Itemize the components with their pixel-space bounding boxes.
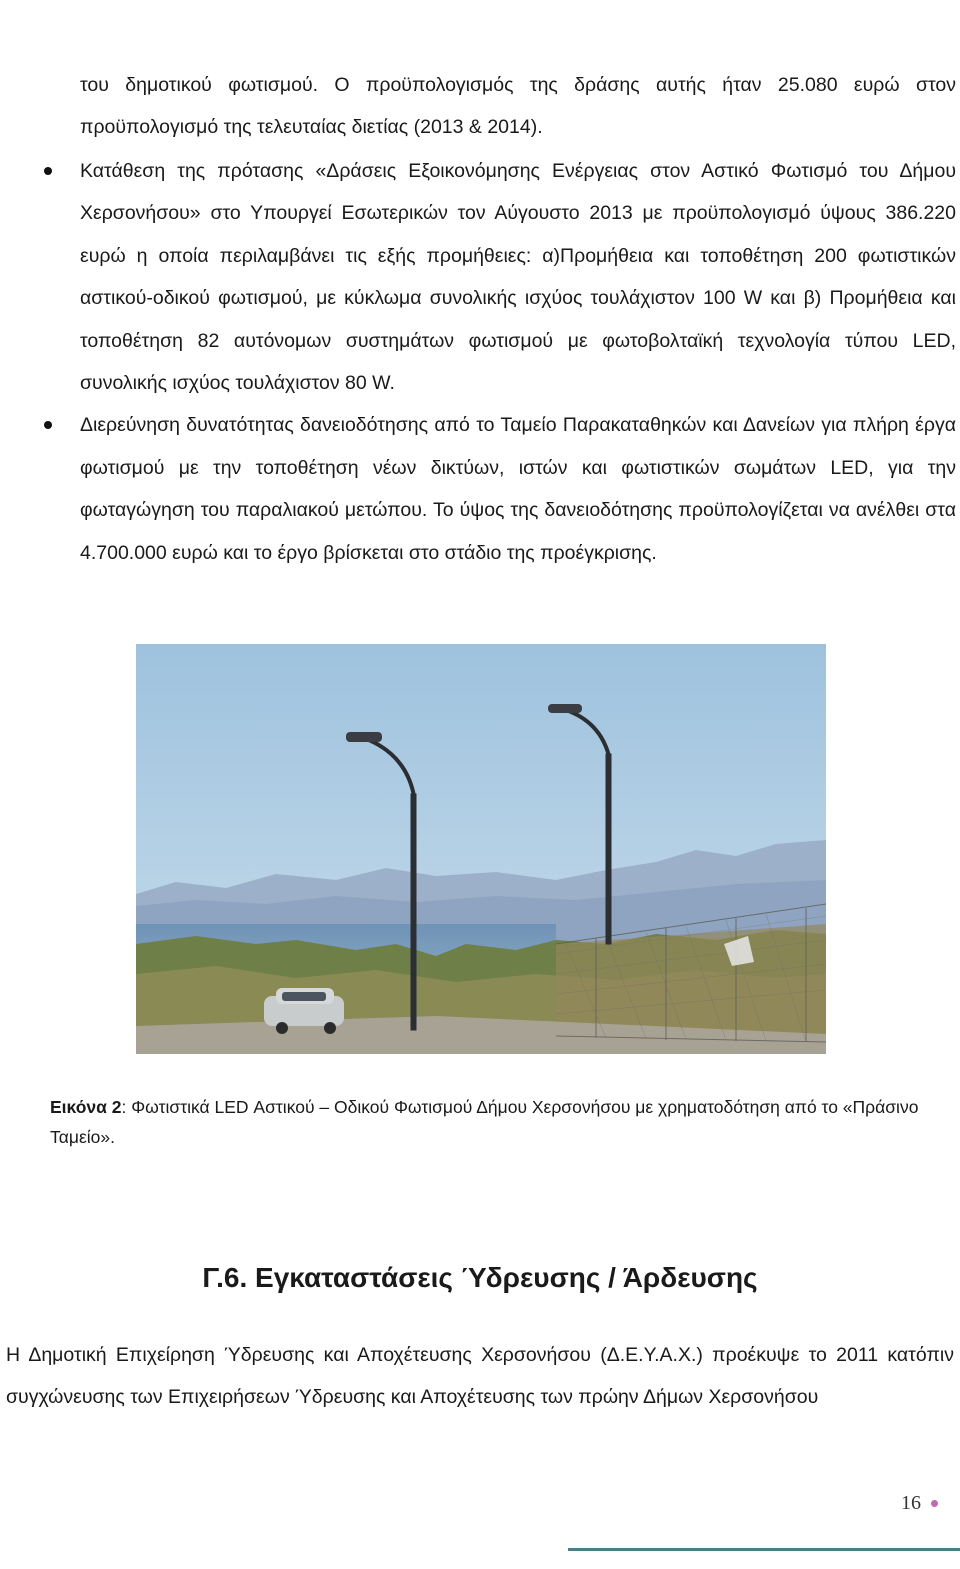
page-number xyxy=(901,1492,938,1515)
list-item xyxy=(0,150,956,404)
paragraph-intro: του δημοτικού φωτισμού. Ο προϋπολογισμός της δράσης αυτής ήταν 25.080 ευρώ στον προϋπολογισμό της τελευταίας διετίας (2013 & 2014). xyxy=(80,74,956,139)
page-number-text: 16 xyxy=(901,1492,921,1514)
caption-text: : Φωτιστικά LED Αστικού – Οδικού Φωτισμού Δήμου Χερσονήσου με χρηματοδότηση από το «Πράσινο Ταμείο». xyxy=(50,1097,919,1147)
bullet-text: Κατάθεση της πρότασης «Δράσεις Εξοικονόμησης Ενέργειας στον Αστικό Φωτισμό του Δήμου Χερσονήσου» στο Υπουργεί Εσωτερικών τον Αύγουστο 2013 με προϋπολογισμό ύψους 386.220 ευρώ η οποία περιλαμβάνει τις εξής προμήθειες: α)Προμήθεια και τοποθέτηση 200 φωτιστικών αστικού-οδικού φωτισμού, με κύκλωμα συνολικής ισχύος τουλάχιστον 100 W και β) Προμήθεια και τοποθέτηση 82 αυτόνομων συστημάτων φωτισμού με φωτοβολταϊκή τεχνολογία τύπου LED, συνολικής ισχύος τουλάχιστον 80 W. xyxy=(80,160,956,395)
bullet-icon xyxy=(44,167,52,175)
caption-label: Εικόνα 2 xyxy=(50,1097,122,1117)
list-item xyxy=(0,404,956,574)
paragraph-water-utility: Η Δημοτική Επιχείρηση Ύδρευσης και Αποχέτευσης Χερσονήσου (Δ.Ε.Υ.Α.Χ.) προέκυψε το 2011 κατόπιν συγχώνευσης των Επιχειρήσεων Ύδρευσης και Αποχέτευσης των πρώην Δήμων Χερσονήσου xyxy=(6,1344,954,1409)
page-dot-icon xyxy=(931,1500,938,1507)
bullet-icon xyxy=(44,421,52,429)
section-heading: Γ.6. Εγκαταστάσεις Ύδρευσης / Άρδευσης xyxy=(202,1262,758,1293)
bullet-text: Διερεύνηση δυνατότητας δανειοδότησης από το Ταμείο Παρακαταθηκών και Δανείων για πλήρη έργα φωτισμού με την τοποθέτηση νέων δικτύων, ιστών και φωτιστικών σωμάτων LED, για την φωταγώγηση του παραλιακού μετώπου. Το ύψος της δανειοδότησης προϋπολογίζεται να ανέλθει στα 4.700.000 ευρώ και το έργο βρίσκεται στο στάδιο της προέγκρισης. xyxy=(80,414,956,564)
footer-rule xyxy=(568,1548,960,1551)
figure-caption xyxy=(50,1092,940,1152)
bullet-list xyxy=(0,150,960,574)
street-lights-photo xyxy=(136,644,826,1054)
